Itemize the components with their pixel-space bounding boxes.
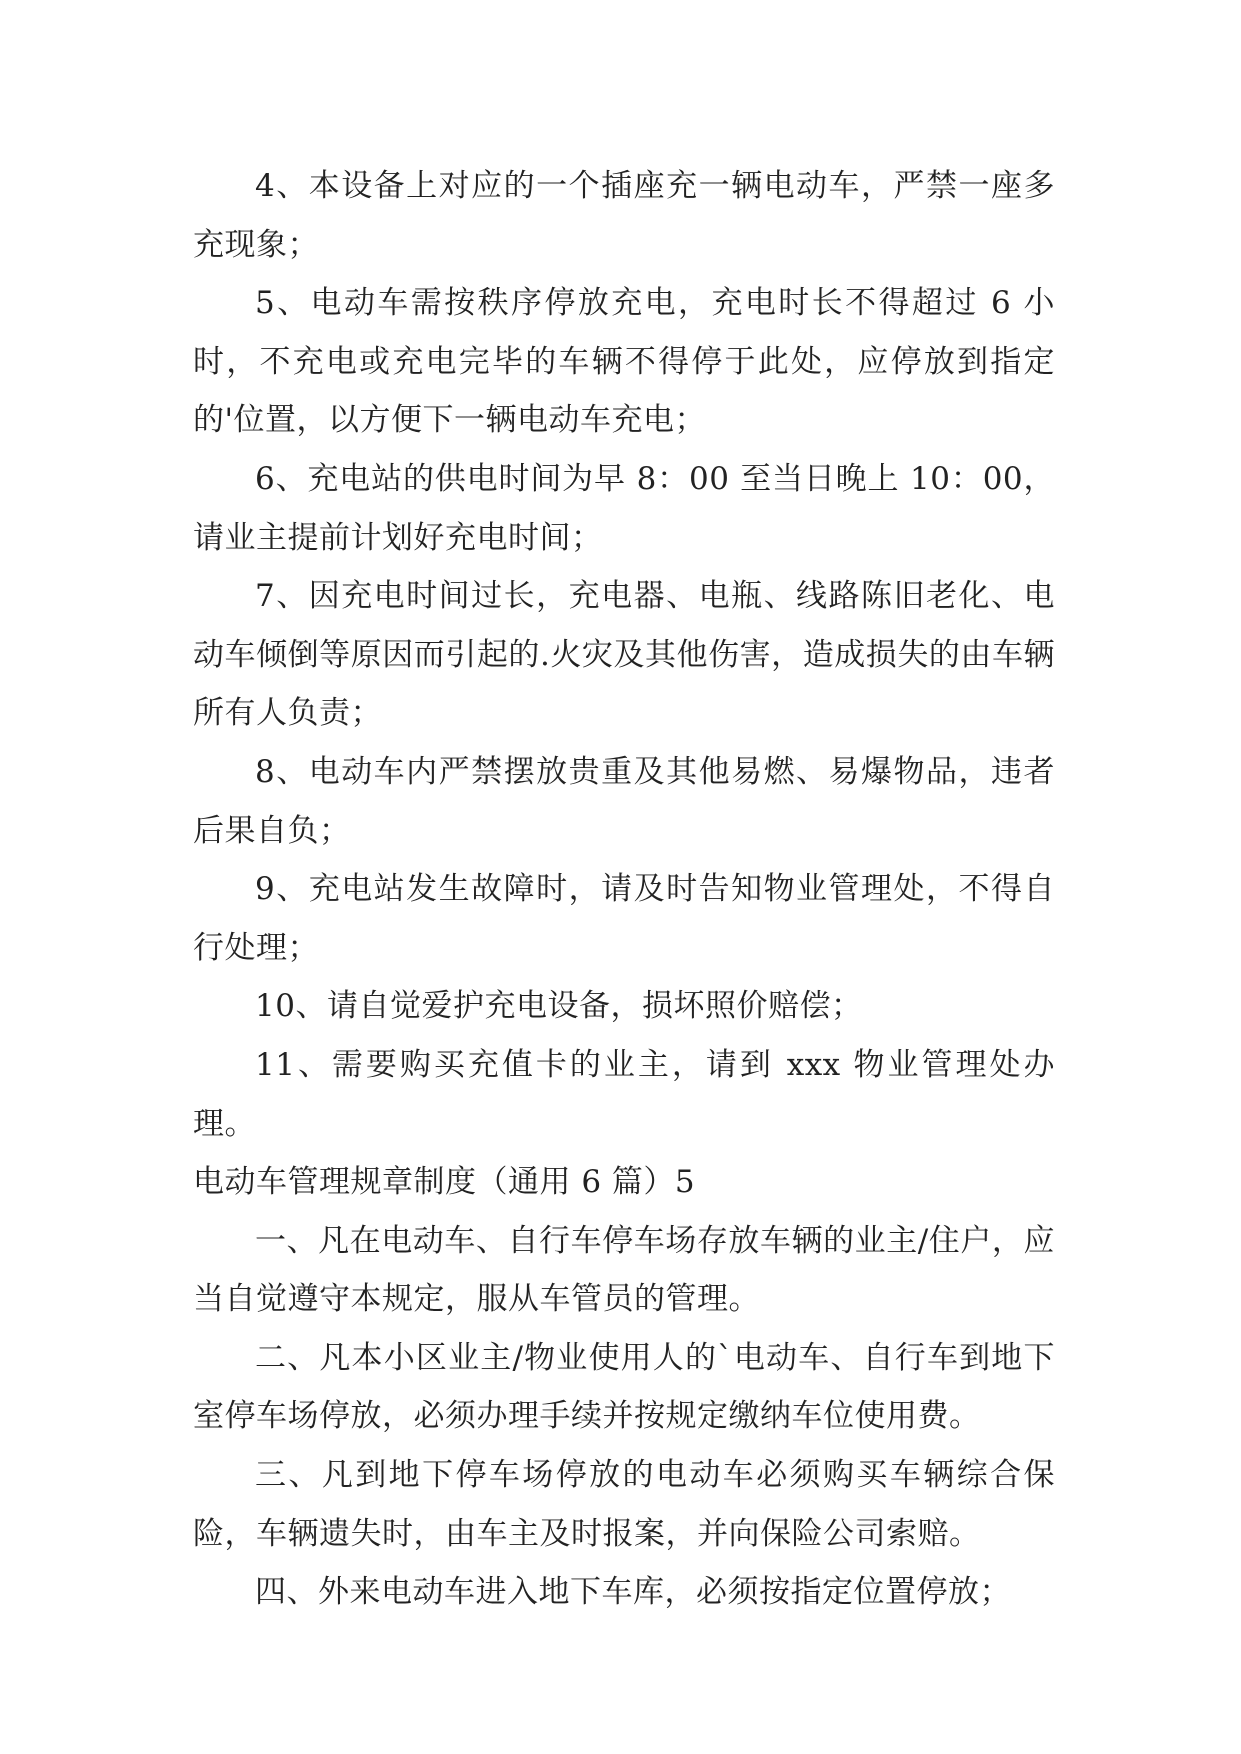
section-item-1: 一、凡在电动车、自行车停车场存放车辆的业主/住户，应当自觉遵守本规定，服从车管员的管理。: [193, 1222, 1055, 1318]
section-item-4: 四、外来电动车进入地下车库，必须按指定位置停放；: [255, 1574, 1011, 1611]
section-item-3: 三、凡到地下停车场停放的电动车必须购买车辆综合保险，车辆遗失时，由车主及时报案，并向保险公司索赔。: [193, 1457, 1055, 1552]
rule-item-5: 5、电动车需按秩序停放充电，充电时长不得超过 6 小时，不充电或充电完毕的车辆不得停于此处，应停放到指定的'位置，以方便下一辆电动车充电；: [193, 285, 1055, 439]
rule-item-10: 10、请自觉爱护充电设备，损坏照价赔偿；: [255, 988, 863, 1025]
rule-item-8: 8、电动车内严禁摆放贵重及其他易燃、易爆物品，违者后果自负；: [193, 753, 1055, 849]
rule-item-4: 4、本设备上对应的一个插座充一辆电动车，严禁一座多充现象；: [193, 168, 1055, 263]
rule-item-6: 6、充电站的供电时间为早 8：00 至当日晚上 10：00，请业主提前计划好充电时间；: [193, 460, 1055, 556]
section-item-2: 二、凡本小区业主/物业使用人的`电动车、自行车到地下室停车场停放，必须办理手续并按规定缴纳车位使用费。: [193, 1339, 1055, 1435]
rule-item-11: 11、需要购买充值卡的业主，请到 xxx 物业管理处办理。: [193, 1046, 1055, 1142]
rule-item-7: 7、因充电时间过长，充电器、电瓶、线路陈旧老化、电动车倾倒等原因而引起的.火灾及其他伤害，造成损失的由车辆所有人负责；: [193, 578, 1055, 732]
rule-item-9: 9、充电站发生故障时，请及时告知物业管理处，不得自行处理；: [193, 871, 1055, 966]
section-heading: 电动车管理规章制度（通用 6 篇）5: [193, 1164, 696, 1201]
document-body: [193, 157, 1055, 1622]
